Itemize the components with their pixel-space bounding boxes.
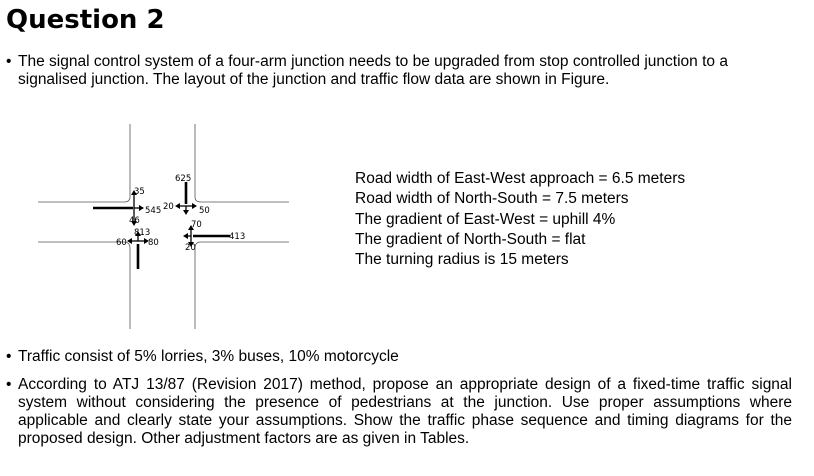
road-edge-sw (38, 242, 130, 329)
east-through-arrow (183, 233, 188, 239)
north-through-volume: 625 (175, 174, 192, 184)
south-through-volume: 813 (134, 228, 151, 238)
spec-line: The gradient of North-South = flat (355, 230, 586, 248)
spec-line: The gradient of East-West = uphill 4% (355, 210, 616, 228)
bullet-marker: • (6, 53, 12, 70)
bullet-marker: • (6, 348, 12, 365)
task-bullet (6, 376, 792, 448)
west-through-arrow (139, 205, 144, 211)
question-title: Question 2 (6, 5, 165, 35)
intro-bullet (6, 53, 796, 89)
spec-line: The turning radius is 15 meters (355, 251, 569, 269)
east-right-volume: 70 (191, 220, 202, 230)
traffic-bullet (6, 348, 796, 366)
intro-text: The signal control system of a four-arm junction needs to be upgraded from stop controlled junction to a signalised junction. The layout of the junction and traffic flow data are shown in Figure. (18, 53, 728, 88)
north-right-volume: 20 (163, 202, 174, 212)
junction-diagram (38, 124, 300, 329)
bullet-marker: • (6, 376, 12, 393)
east-left-volume: 20 (185, 243, 196, 253)
north-approach-arrows (175, 182, 197, 215)
spec-line: Road width of North-South = 7.5 meters (355, 190, 629, 208)
north-right-arrow (175, 203, 180, 209)
north-through-arrow (183, 210, 189, 215)
south-right-volume: 80 (148, 238, 159, 248)
west-right-volume: 46 (129, 216, 140, 226)
west-left-volume: 35 (134, 187, 145, 197)
traffic-composition-text: Traffic consist of 5% lorries, 3% buses, 10% motorcycle (18, 348, 399, 365)
road-edge-nw (38, 124, 130, 202)
road-edge-ne (195, 124, 289, 202)
road-specs (355, 169, 685, 270)
north-left-arrow (192, 203, 197, 209)
north-left-volume: 50 (199, 206, 210, 216)
road-edge-se (195, 242, 289, 329)
south-left-volume: 60 (116, 238, 127, 248)
west-through-volume: 545 (145, 206, 162, 216)
east-through-volume: 413 (229, 232, 246, 242)
spec-line: Road width of East-West approach = 6.5 meters (355, 170, 686, 187)
road-edges (38, 124, 289, 329)
task-text: According to ATJ 13/87 (Revision 2017) method, propose an appropriate design of a fixed-time traffic signal system without considering the presence of pedestrians at the junction. Use proper assumptions where applicable and clearly state your assumptions. Show the traffic phase sequence and timing diagrams for the proposed design. Other adjustment factors are as given in Tables. (18, 376, 792, 447)
